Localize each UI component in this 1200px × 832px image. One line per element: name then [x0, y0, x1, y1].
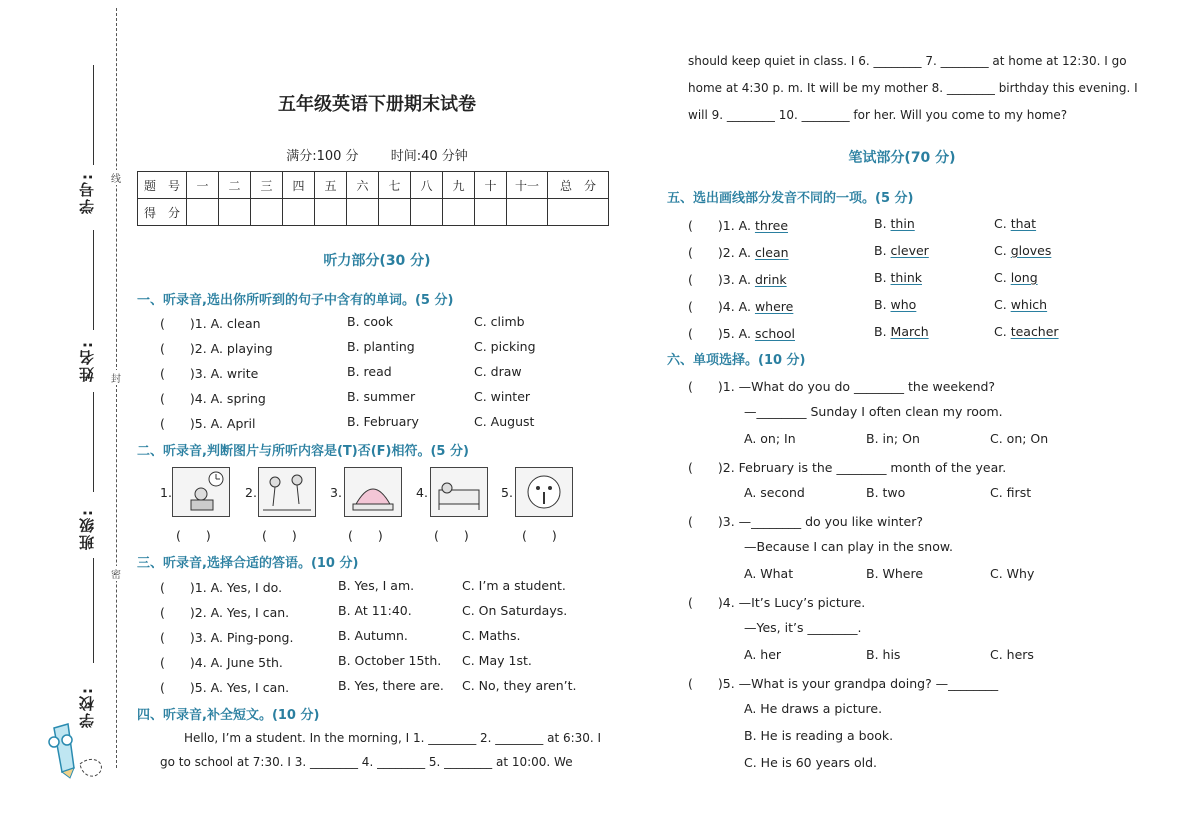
s5-q4-b-word: who [890, 297, 917, 312]
s5-q4-c-word: which [1010, 297, 1048, 312]
s5-q5-c [994, 324, 1059, 339]
s5-q4-c-label: C. [994, 297, 1011, 312]
score-cell [283, 199, 315, 226]
pic-5-number: 5. [501, 485, 513, 500]
score-cell [315, 199, 347, 226]
s1-q1-c: C. climb [474, 314, 525, 329]
student-id-label: 学号: [78, 172, 96, 214]
s1-q5-b: B. February [347, 414, 419, 429]
section-4-title: 四、听录音,补全短文。(10 分) [137, 708, 320, 723]
school-label: 学校: [78, 686, 96, 728]
s5-q2-b [874, 243, 929, 258]
s5-q3-a [688, 270, 787, 288]
s1-q2-b: B. planting [347, 339, 415, 354]
pic-2-number: 2. [245, 485, 257, 500]
s5-q2-b-word: clever [890, 243, 929, 258]
s1-q4-c: C. winter [474, 389, 531, 404]
score-cell [347, 199, 379, 226]
s6-q2-opt-c: C. first [990, 485, 1032, 500]
score-header-cell: 题 号 [138, 172, 187, 199]
s3-q5-a: ( )5. A. Yes, I can. [160, 680, 290, 695]
s5-q1-num: ( )1. A. [688, 218, 755, 233]
s6-q3-opt-c: C. Why [990, 566, 1035, 581]
pic-3-number: 3. [330, 485, 342, 500]
s1-q4-b: B. summer [347, 389, 416, 404]
s6-q4-opt-a: A. her [744, 647, 782, 662]
pic-1-answer[interactable]: ( ) [176, 528, 211, 543]
score-header-cell: 五 [315, 172, 347, 199]
score-header-cell: 一 [187, 172, 219, 199]
s1-q1-b: B. cook [347, 314, 393, 329]
class-label: 班级: [78, 508, 96, 550]
s6-q5-opt-b: B. He is reading a book. [744, 728, 894, 743]
pencil-mascot-icon [40, 718, 110, 780]
s6-q4-opt-c: C. hers [990, 647, 1034, 662]
s5-q5-num: ( )5. A. [688, 326, 755, 341]
s5-q4-c [994, 297, 1047, 312]
picture-person-in-bed [430, 467, 488, 517]
picture-quiet-face [515, 467, 573, 517]
s5-q5-b [874, 324, 929, 339]
s5-q1-c [994, 216, 1036, 231]
s5-q5-c-word: teacher [1010, 324, 1059, 339]
s4-passage-line-4: home at 4:30 p. m. It will be my mother 8. ________ birthday this evening. I [688, 81, 1138, 95]
s5-q3-c-label: C. [994, 270, 1011, 285]
s3-q4-b: B. October 15th. [338, 653, 442, 668]
s5-q2-b-label: B. [874, 243, 891, 258]
pic-1-number: 1. [160, 485, 172, 500]
s5-q2-c [994, 243, 1051, 258]
score-cell [443, 199, 475, 226]
listening-part-title: 听力部分(30 分) [323, 253, 431, 269]
s6-q1: ( )1. —What do you do ________ the weekend? [688, 379, 996, 394]
score-header-cell: 六 [347, 172, 379, 199]
s5-q1-a-word: three [754, 218, 789, 233]
s1-q3-b: B. read [347, 364, 392, 379]
s5-q5-a [688, 324, 795, 342]
s5-q3-b-word: think [890, 270, 922, 285]
pic-4-answer[interactable]: ( ) [434, 528, 469, 543]
score-cell [507, 199, 548, 226]
s6-q3-reply: —Because I can play in the snow. [744, 539, 953, 554]
exam-title: 五年级英语下册期末试卷 [278, 94, 476, 115]
exam-meta [137, 145, 617, 164]
s5-q5-a-word: school [754, 326, 796, 341]
name-line-top [93, 230, 94, 330]
pic-4-number: 4. [416, 485, 428, 500]
s3-q1-b: B. Yes, I am. [338, 578, 415, 593]
s1-q4-a: ( )4. A. spring [160, 391, 266, 406]
s4-passage-line-1: Hello, I’m a student. In the morning, I 1. ________ 2. ________ at 6:30. I [160, 731, 602, 745]
section-2-title: 二、听录音,判断图片与所听内容是(T)否(F)相符。(5 分) [137, 444, 469, 459]
s6-q1-opt-c: C. on; On [990, 431, 1049, 446]
s5-q5-c-label: C. [994, 324, 1011, 339]
s5-q5-b-label: B. [874, 324, 891, 339]
score-header-cell: 总 分 [548, 172, 609, 199]
s6-q5-opt-c: C. He is 60 years old. [744, 755, 877, 770]
score-row-label: 得 分 [138, 199, 187, 226]
section-5-title: 五、选出画线部分发音不同的一项。(5 分) [667, 191, 914, 206]
s4-passage-line-5: will 9. ________ 10. ________ for her. Will you come to my home? [688, 108, 1068, 122]
s6-q2-opt-b: B. two [866, 485, 906, 500]
s5-q1-b-word: thin [890, 216, 915, 231]
score-cell [187, 199, 219, 226]
s4-passage-line-2: go to school at 7:30. I 3. ________ 4. ________ 5. ________ at 10:00. We [160, 755, 573, 769]
s5-q1-b-label: B. [874, 216, 891, 231]
picture-people-gardening [258, 467, 316, 517]
s6-q2-opt-a: A. second [744, 485, 805, 500]
s3-q4-c: C. May 1st. [462, 653, 532, 668]
s5-q3-c [994, 270, 1038, 285]
score-header-cell: 三 [251, 172, 283, 199]
s5-q3-b-label: B. [874, 270, 891, 285]
score-header-cell: 七 [379, 172, 411, 199]
class-line [93, 558, 94, 663]
s3-q2-b: B. At 11:40. [338, 603, 412, 618]
score-cell [251, 199, 283, 226]
s3-q3-b: B. Autumn. [338, 628, 408, 643]
s5-q1-c-word: that [1010, 216, 1037, 231]
score-header-cell: 九 [443, 172, 475, 199]
s6-q3: ( )3. —________ do you like winter? [688, 514, 924, 529]
name-line [93, 392, 94, 492]
s5-q1-a [688, 216, 788, 234]
full-score: 满分:100 分 [286, 149, 359, 164]
score-table-header-row [138, 172, 609, 199]
pic-3-answer[interactable]: ( ) [348, 528, 383, 543]
score-header-cell: 八 [411, 172, 443, 199]
pic-2-answer[interactable]: ( ) [262, 528, 297, 543]
picture-snow-hat [344, 467, 402, 517]
s3-q5-b: B. Yes, there are. [338, 678, 444, 693]
s1-q5-a: ( )5. A. April [160, 416, 256, 431]
score-header-cell: 四 [283, 172, 315, 199]
s3-q3-c: C. Maths. [462, 628, 521, 643]
score-cell [548, 199, 609, 226]
s3-q2-a: ( )2. A. Yes, I can. [160, 605, 290, 620]
picture-girl-with-clock [172, 467, 230, 517]
name-label: 姓名: [78, 340, 96, 382]
s5-q2-c-label: C. [994, 243, 1011, 258]
s6-q2: ( )2. February is the ________ month of the year. [688, 460, 1007, 475]
s5-q2-a-word: clean [754, 245, 789, 260]
score-header-cell: 二 [219, 172, 251, 199]
s4-passage-line-3: should keep quiet in class. I 6. ________ 7. ________ at home at 12:30. I go [688, 54, 1127, 68]
writing-part-title: 笔试部分(70 分) [848, 150, 956, 166]
score-header-cell: 十一 [507, 172, 548, 199]
s5-q4-b [874, 297, 916, 312]
s5-q3-num: ( )3. A. [688, 272, 755, 287]
s5-q1-b [874, 216, 915, 231]
s6-q4-opt-b: B. his [866, 647, 901, 662]
s5-q2-a [688, 243, 789, 261]
s5-q4-a [688, 297, 793, 315]
s1-q1-a: ( )1. A. clean [160, 316, 261, 331]
pic-5-answer[interactable]: ( ) [522, 528, 557, 543]
s1-q5-c: C. August [474, 414, 535, 429]
s5-q5-b-word: March [890, 324, 929, 339]
s5-q4-b-label: B. [874, 297, 891, 312]
s6-q5-opt-a: A. He draws a picture. [744, 701, 883, 716]
s3-q1-c: C. I’m a student. [462, 578, 566, 593]
seal-char-seal: 封 [111, 370, 121, 385]
score-cell [379, 199, 411, 226]
s6-q4: ( )4. —It’s Lucy’s picture. [688, 595, 866, 610]
s5-q3-c-word: long [1010, 270, 1038, 285]
s3-q2-c: C. On Saturdays. [462, 603, 568, 618]
s6-q1-opt-b: B. in; On [866, 431, 920, 446]
score-table [137, 171, 609, 226]
s1-q2-a: ( )2. A. playing [160, 341, 273, 356]
s6-q1-reply: —________ Sunday I often clean my room. [744, 404, 1003, 419]
s5-q4-a-word: where [754, 299, 794, 314]
student-id-line [93, 65, 94, 165]
s3-q5-c: C. No, they aren’t. [462, 678, 577, 693]
s6-q3-opt-a: A. What [744, 566, 794, 581]
score-cell [411, 199, 443, 226]
s5-q3-b [874, 270, 922, 285]
s1-q3-a: ( )3. A. write [160, 366, 259, 381]
score-cell [219, 199, 251, 226]
s6-q3-opt-b: B. Where [866, 566, 924, 581]
time-limit: 时间:40 分钟 [390, 149, 468, 164]
section-1-title: 一、听录音,选出你所听到的句子中含有的单词。(5 分) [137, 293, 454, 308]
seal-char-line: 线 [111, 170, 121, 185]
s6-q1-opt-a: A. on; In [744, 431, 796, 446]
s5-q4-num: ( )4. A. [688, 299, 755, 314]
s1-q2-c: C. picking [474, 339, 536, 354]
s5-q3-a-word: drink [754, 272, 787, 287]
score-cell [475, 199, 507, 226]
s5-q2-num: ( )2. A. [688, 245, 755, 260]
s5-q2-c-word: gloves [1010, 243, 1052, 258]
s3-q3-a: ( )3. A. Ping-pong. [160, 630, 294, 645]
s1-q3-c: C. draw [474, 364, 522, 379]
s3-q1-a: ( )1. A. Yes, I do. [160, 580, 283, 595]
s3-q4-a: ( )4. A. June 5th. [160, 655, 283, 670]
binding-dashed-line [116, 8, 117, 768]
score-header-cell: 十 [475, 172, 507, 199]
section-3-title: 三、听录音,选择合适的答语。(10 分) [137, 556, 359, 571]
section-6-title: 六、单项选择。(10 分) [667, 353, 806, 368]
s6-q4-reply: —Yes, it’s ________. [744, 620, 862, 635]
seal-char-secret: 密 [111, 566, 121, 581]
s6-q5: ( )5. —What is your grandpa doing? —________ [688, 676, 999, 691]
s5-q1-c-label: C. [994, 216, 1011, 231]
score-table-score-row [138, 199, 609, 226]
